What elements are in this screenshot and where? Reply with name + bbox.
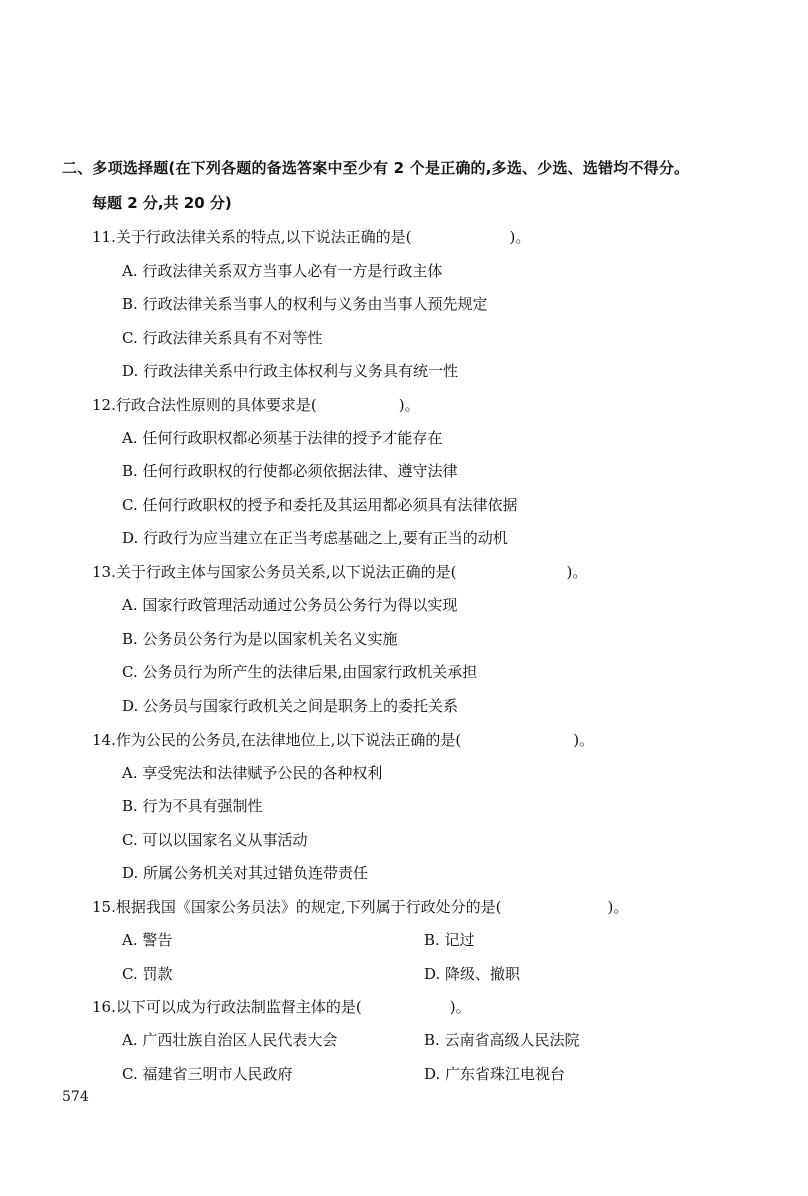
question-13-option-a: A. 国家行政管理活动通过公务员公务行为得以实现 <box>122 596 458 614</box>
question-16-option-d: D. 广东省珠江电视台 <box>424 1065 566 1083</box>
question-close: )。 <box>398 396 420 414</box>
question-12-option-a: A. 任何行政职权都必须基于法律的授予才能存在 <box>122 429 443 447</box>
question-11-option-a: A. 行政法律关系双方当事人必有一方是行政主体 <box>122 262 443 280</box>
question-13-option-b: B. 公务员公务行为是以国家机关名义实施 <box>122 630 398 648</box>
question-close: )。 <box>573 731 595 749</box>
question-text: 关于行政法律关系的特点,以下说法正确的是( <box>115 228 412 246</box>
page-number: 574 <box>62 1089 89 1105</box>
question-14-option-d: D. 所属公务机关对其过错负连带责任 <box>122 864 369 882</box>
question-11-option-b: B. 行政法律关系当事人的权利与义务由当事人预先规定 <box>122 295 488 313</box>
question-16-option-a: A. 广西壮族自治区人民代表大会 <box>122 1031 338 1049</box>
question-number: 15. <box>92 898 116 916</box>
question-12-stem <box>92 394 420 415</box>
question-15-option-a: A. 警告 <box>122 931 173 949</box>
question-close: )。 <box>449 998 471 1016</box>
question-number: 13. <box>92 563 116 581</box>
question-12-option-c: C. 任何行政职权的授予和委托及其运用都必须具有法律依据 <box>122 496 518 514</box>
question-close: )。 <box>607 898 629 916</box>
question-13-stem <box>92 561 587 582</box>
question-16-stem <box>92 996 471 1017</box>
question-number: 14. <box>92 731 116 749</box>
section-scoring: 每题 2 分,共 20 分) <box>92 194 232 212</box>
question-14-stem <box>92 729 594 750</box>
section-heading: 二、多项选择题(在下列各题的备选答案中至少有 2 个是正确的,多选、少选、选错均不得分。 <box>62 159 690 177</box>
question-14-option-c: C. 可以以国家名义从事活动 <box>122 831 308 849</box>
question-text: 根据我国《国家公务员法》的规定,下列属于行政处分的是( <box>115 898 502 916</box>
question-number: 12. <box>92 396 116 414</box>
question-text: 作为公民的公务员,在法律地位上,以下说法正确的是( <box>115 731 462 749</box>
question-15-stem <box>92 896 628 917</box>
question-13-option-d: D. 公务员与国家行政机关之间是职务上的委托关系 <box>122 697 459 715</box>
question-16-option-b: B. 云南省高级人民法院 <box>424 1031 580 1049</box>
question-number: 11. <box>92 228 116 246</box>
question-14-option-b: B. 行为不具有强制性 <box>122 797 263 815</box>
question-text: 行政合法性原则的具体要求是( <box>115 396 317 414</box>
question-text: 关于行政主体与国家公务员关系,以下说法正确的是( <box>115 563 457 581</box>
question-12-option-d: D. 行政行为应当建立在正当考虑基础之上,要有正当的动机 <box>122 529 508 547</box>
question-13-option-c: C. 公务员行为所产生的法律后果,由国家行政机关承担 <box>122 663 478 681</box>
question-11-option-c: C. 行政法律关系具有不对等性 <box>122 329 323 347</box>
question-15-option-c: C. 罚款 <box>122 965 173 983</box>
question-text: 以下可以成为行政法制监督主体的是( <box>115 998 362 1016</box>
question-15-option-d: D. 降级、撤职 <box>424 965 521 983</box>
question-number: 16. <box>92 998 116 1016</box>
question-12-option-b: B. 任何行政职权的行使都必须依据法律、遵守法律 <box>122 462 458 480</box>
question-11-option-d: D. 行政法律关系中行政主体权利与义务具有统一性 <box>122 362 459 380</box>
question-close: )。 <box>509 228 531 246</box>
question-14-option-a: A. 享受宪法和法律赋予公民的各种权利 <box>122 764 383 782</box>
question-15-option-b: B. 记过 <box>424 931 475 949</box>
question-11-stem <box>92 226 530 247</box>
question-close: )。 <box>566 563 588 581</box>
question-16-option-c: C. 福建省三明市人民政府 <box>122 1065 293 1083</box>
